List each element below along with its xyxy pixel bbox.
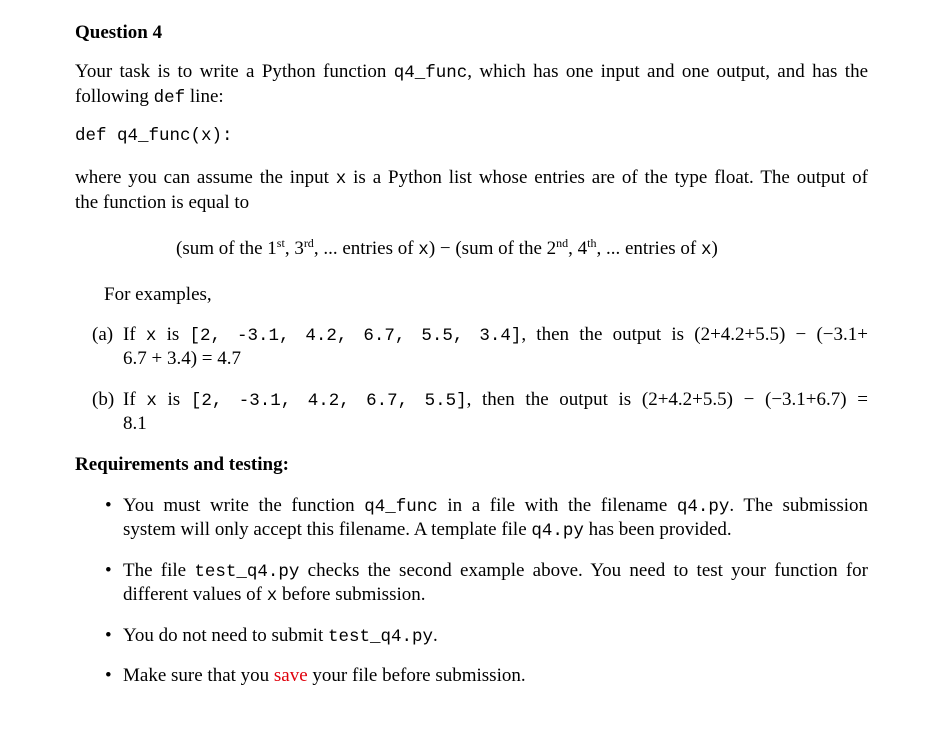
question-heading: Question 4 — [75, 22, 163, 43]
bullet-text: . The submission — [729, 495, 869, 516]
bullet-text: You do not need to submit — [123, 625, 328, 646]
bullet-text: has been provided. — [583, 519, 732, 540]
assume-text: is a Python list whose entries are of the type float. The output of — [346, 167, 869, 188]
superscript: rd — [303, 236, 314, 250]
example-text: If — [123, 389, 147, 410]
bullet-text: The file — [123, 560, 195, 581]
example-b-line-2: 8.1 — [123, 413, 147, 434]
example-text: is — [156, 389, 191, 410]
bullet-3 — [123, 623, 438, 650]
example-b-line-1 — [123, 387, 868, 414]
code-def-line: def q4_func(x): — [75, 126, 233, 146]
var-x: x — [700, 240, 712, 260]
formula-text: ) — [711, 238, 718, 259]
filename: test_q4.py — [327, 627, 434, 647]
intro-text: Your task is to write a Python function — [75, 61, 394, 82]
bullet-text: . — [433, 625, 438, 646]
intro-text: following — [75, 86, 154, 107]
var-x: x — [145, 326, 157, 346]
superscript: st — [276, 236, 285, 250]
bullet-2-line-1 — [123, 558, 868, 585]
var-x: x — [335, 169, 347, 189]
bullet-text: your file before submission. — [307, 665, 526, 686]
examples-intro: For examples, — [104, 284, 212, 305]
bullet-text: in a file with the filename — [437, 495, 677, 516]
bullet-dot: • — [105, 625, 112, 646]
bullet-4 — [123, 663, 526, 688]
function-name: q4_func — [364, 497, 438, 517]
example-b-label: (b) — [92, 389, 115, 410]
filename: q4.py — [531, 521, 584, 541]
formula-text: (sum of the 1 — [176, 238, 277, 259]
assume-line-1 — [75, 165, 868, 192]
example-a-label: (a) — [92, 324, 114, 345]
bullet-dot: • — [105, 560, 112, 581]
intro-line-1 — [75, 59, 868, 86]
example-a-line-1 — [123, 322, 868, 349]
bullet-text: checks the second example above. You need to test your function for — [299, 560, 868, 581]
bullet-dot: • — [105, 665, 112, 686]
example-text: , then the output is (2+4.2+5.5) − (−3.1+6.7) = — [466, 389, 868, 410]
formula — [176, 236, 718, 263]
filename: q4.py — [676, 497, 730, 517]
var-x: x — [146, 391, 157, 411]
formula-text: , ... entries of — [313, 238, 419, 259]
list-literal: [2, -3.1, 4.2, 6.7, 5.5] — [190, 391, 467, 411]
bullet-text: different values of — [123, 584, 267, 605]
save-highlight: save — [273, 665, 308, 686]
function-name: q4_func — [393, 63, 468, 83]
bullet-1-line-1 — [123, 493, 868, 520]
intro-text: , which has one input and one output, and has the — [467, 61, 868, 82]
bullet-text: system will only accept this filename. A template file — [123, 519, 532, 540]
formula-text: , ... entries of — [596, 238, 701, 259]
list-literal: [2, -3.1, 4.2, 6.7, 5.5, 3.4] — [189, 326, 522, 346]
assume-line-2: the function is equal to — [75, 192, 250, 213]
example-text: is — [156, 324, 190, 345]
superscript: nd — [556, 236, 569, 250]
bullet-2-line-2 — [123, 582, 426, 609]
intro-line-2 — [75, 84, 224, 111]
var-x: x — [266, 586, 278, 606]
example-text: , then the output is (2+4.2+5.5) − (−3.1+ — [521, 324, 868, 345]
filename: test_q4.py — [194, 562, 300, 582]
def-keyword: def — [153, 88, 186, 108]
requirements-heading: Requirements and testing: — [75, 454, 289, 475]
intro-text: line: — [185, 86, 224, 107]
bullet-text: You must write the function — [123, 495, 365, 516]
bullet-1-line-2 — [123, 517, 732, 544]
bullet-dot: • — [105, 495, 112, 516]
superscript: th — [587, 236, 597, 250]
bullet-text: Make sure that you — [123, 665, 274, 686]
formula-text: , 3 — [284, 238, 304, 259]
var-x: x — [418, 240, 429, 260]
assume-text: where you can assume the input — [75, 167, 336, 188]
example-text: If — [123, 324, 146, 345]
bullet-text: before submission. — [277, 584, 426, 605]
formula-text: ) − (sum of the 2 — [428, 238, 557, 259]
example-a-line-2: 6.7 + 3.4) = 4.7 — [123, 348, 242, 369]
formula-text: , 4 — [568, 238, 588, 259]
